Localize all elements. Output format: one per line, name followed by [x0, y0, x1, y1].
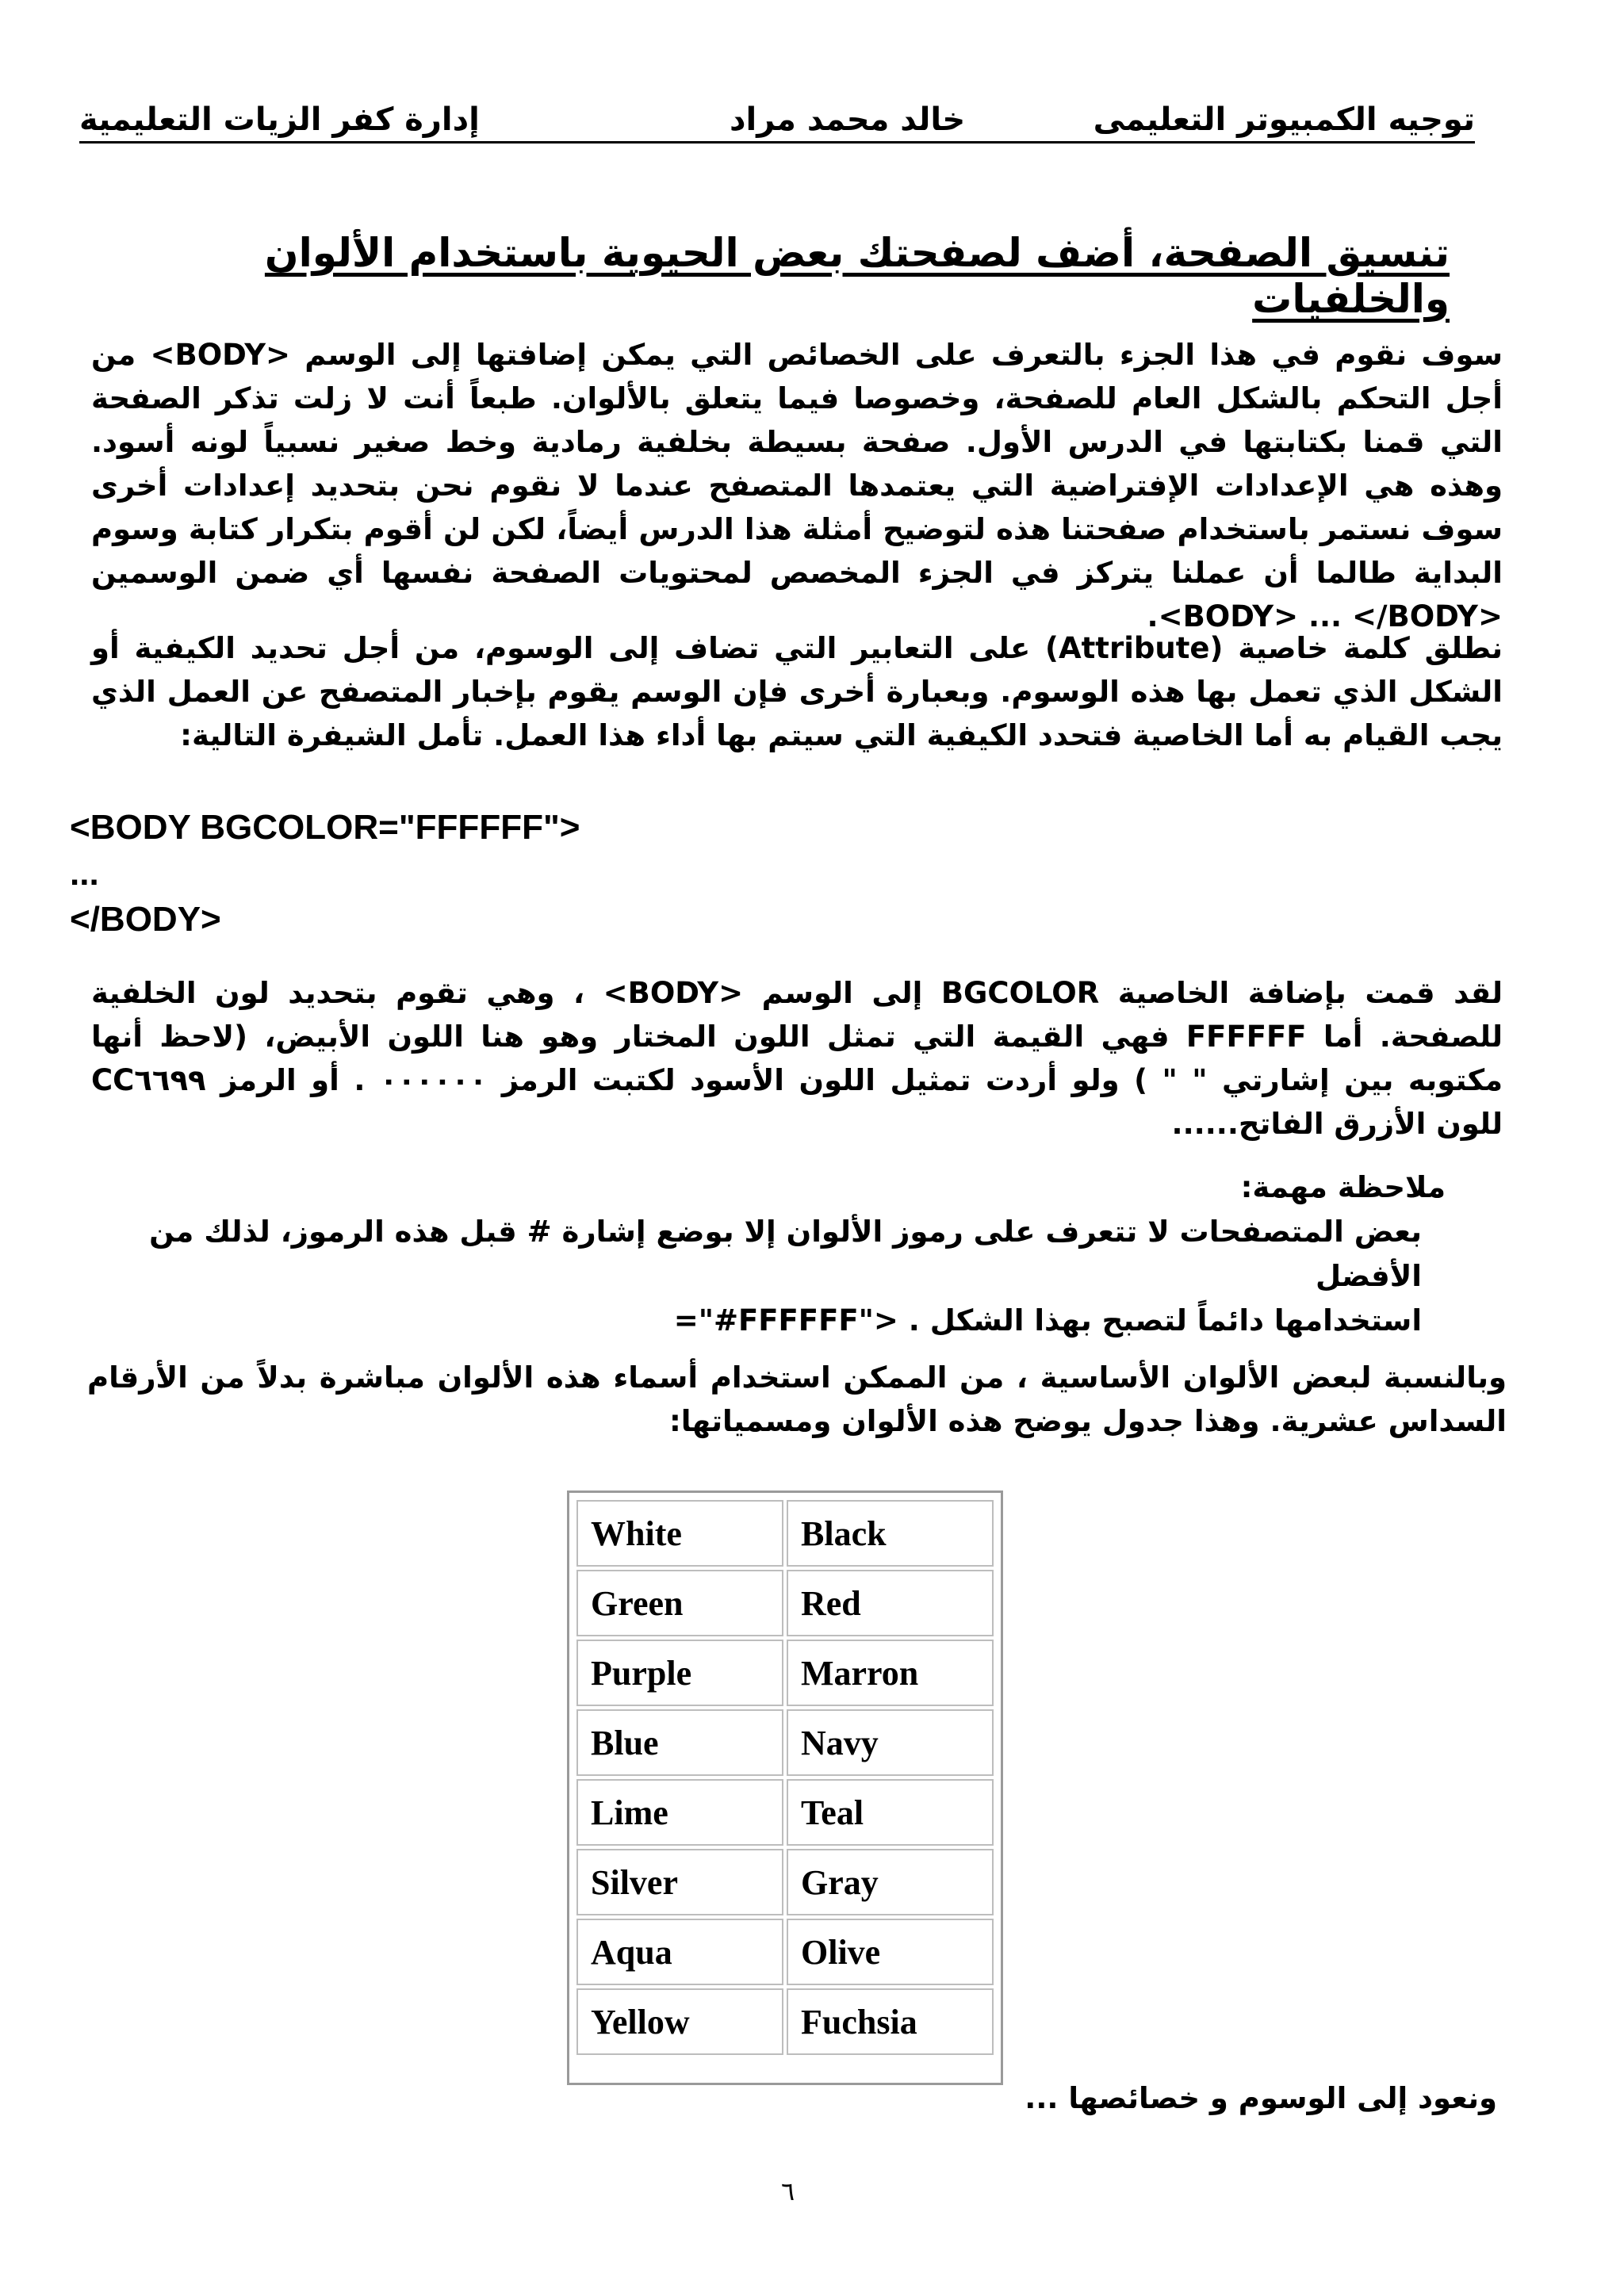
table-row [576, 1988, 994, 2055]
table-cell: Purple [576, 1640, 783, 1706]
table-cell: Silver [576, 1849, 783, 1915]
code-line-2: ... [70, 854, 99, 893]
page-number: ٦ [781, 2176, 795, 2206]
paragraph-bgcolor: لقد قمت بإضافة الخاصية BGCOLOR إلى الوسم <BODY> ، وهي تقوم بتحديد لون الخلفية للصفحة. أما FFFFFF فهي القيمة التي تمثل اللون المختار وهو هنا اللون الأبيض، (لاحظ أنها مكتوبه بين إشارتي " " ) ولو أردت تمثيل اللون الأسود لكتبت الرمز ٠٠٠٠٠٠ . أو الرمز CC٦٦٩٩ للون الأزرق الفاتح...... [91, 976, 1503, 1141]
table-row [576, 1570, 994, 1636]
table-cell: Teal [787, 1779, 994, 1846]
table-cell: Navy [787, 1709, 994, 1776]
table-cell: Blue [576, 1709, 783, 1776]
table-cell: Lime [576, 1779, 783, 1846]
table-row [576, 1849, 994, 1915]
header-right-text: توجيه الكمبيوتر التعليمى [1093, 101, 1475, 138]
paragraph-attribute: نطلق كلمة خاصية (Attribute) على التعابير التي تضاف إلى الوسوم، من أجل تحديد الكيفية أو الشكل الذي تعمل بها هذه الوسوم. وبعبارة أخرى فإن الوسم يقوم بإخبار المتصفح عن العمل الذي يجب القيام به أما الخاصية فتحدد الكيفية التي سيتم بها أداء هذا العمل. تأمل الشيفرة التالية: [91, 631, 1503, 752]
table-cell: Green [576, 1570, 783, 1636]
table-cell: Yellow [576, 1988, 783, 2055]
important-note [98, 1165, 1446, 1343]
header-author: خالد محمد مراد [730, 101, 966, 138]
paragraph-intro: سوف نقوم في هذا الجزء بالتعرف على الخصائص التي يمكن إضافتها إلى الوسم <BODY> من أجل التحكم بالشكل العام للصفحة، وخصوصا فيما يتعلق بالألوان. طبعاً أنت لا زلت تذكر الصفحة التي قمنا بكتابتها في الدرس الأول. صفحة بسيطة بخلفية رمادية وخط صغير نسبياً لونه أسود. وهذه هي الإعدادات الإفتراضية التي يعتمدها المتصفح عندما لا نقوم نحن بتحديد إعدادات أخرى سوف نستمر باستخدام صفحتنا هذه لتوضيح أمثلة هذا الدرس أيضاً، لكن لن أقوم بتكرار كتابة وسوم البداية طالما أن عملنا يتركز في الجزء المخصص لمحتويات الصفحة نفسها أي ضمن الوسمين <BODY> ... </BODY>. [91, 338, 1503, 633]
code-line-1: <BODY BGCOLOR="FFFFFF"> [70, 808, 580, 847]
table-cell: Marron [787, 1640, 994, 1706]
table-row [576, 1640, 994, 1706]
table-row [576, 1709, 994, 1776]
closing-text: ونعود إلى الوسوم و خصائصها ... [1025, 2081, 1497, 2115]
table-row [576, 1500, 994, 1567]
page-header [79, 94, 1475, 144]
table-row [576, 1919, 994, 1985]
note-line-2: استخدامها دائماً لتصبح بهذا الشكل . <"FFFFFF#"= [673, 1303, 1422, 1337]
table-cell: Black [787, 1500, 994, 1567]
paragraph-color-names: وبالنسبة لبعض الألوان الأساسية ، من الممكن استخدام أسماء هذه الألوان مباشرة بدلاً من الأرقام السداس عشرية. وهذا جدول يوضح هذه الألوان ومسمياتها: [87, 1360, 1507, 1438]
note-line-1: بعض المتصفحات لا تتعرف على رموز الألوان إلا بوضع إشارة # قبل هذه الرموز، لذلك من الأفضل [149, 1215, 1422, 1293]
table-cell: Fuchsia [787, 1988, 994, 2055]
color-names-table [567, 1490, 1003, 2085]
table-cell: Aqua [576, 1919, 783, 1985]
code-line-3: </BODY> [70, 900, 221, 939]
table-cell: Red [787, 1570, 994, 1636]
table-cell: Gray [787, 1849, 994, 1915]
table-cell: White [576, 1500, 783, 1567]
table-cell: Olive [787, 1919, 994, 1985]
page-title: تنسيق الصفحة، أضف لصفحتك بعض الحيوية باستخدام الألوان والخلفيات [264, 230, 1450, 322]
header-left-text: إدارة كفر الزيات التعليمية [79, 101, 480, 138]
table-row [576, 1779, 994, 1846]
code-sample [70, 805, 580, 943]
note-heading: ملاحظة مهمة: [1240, 1170, 1446, 1204]
